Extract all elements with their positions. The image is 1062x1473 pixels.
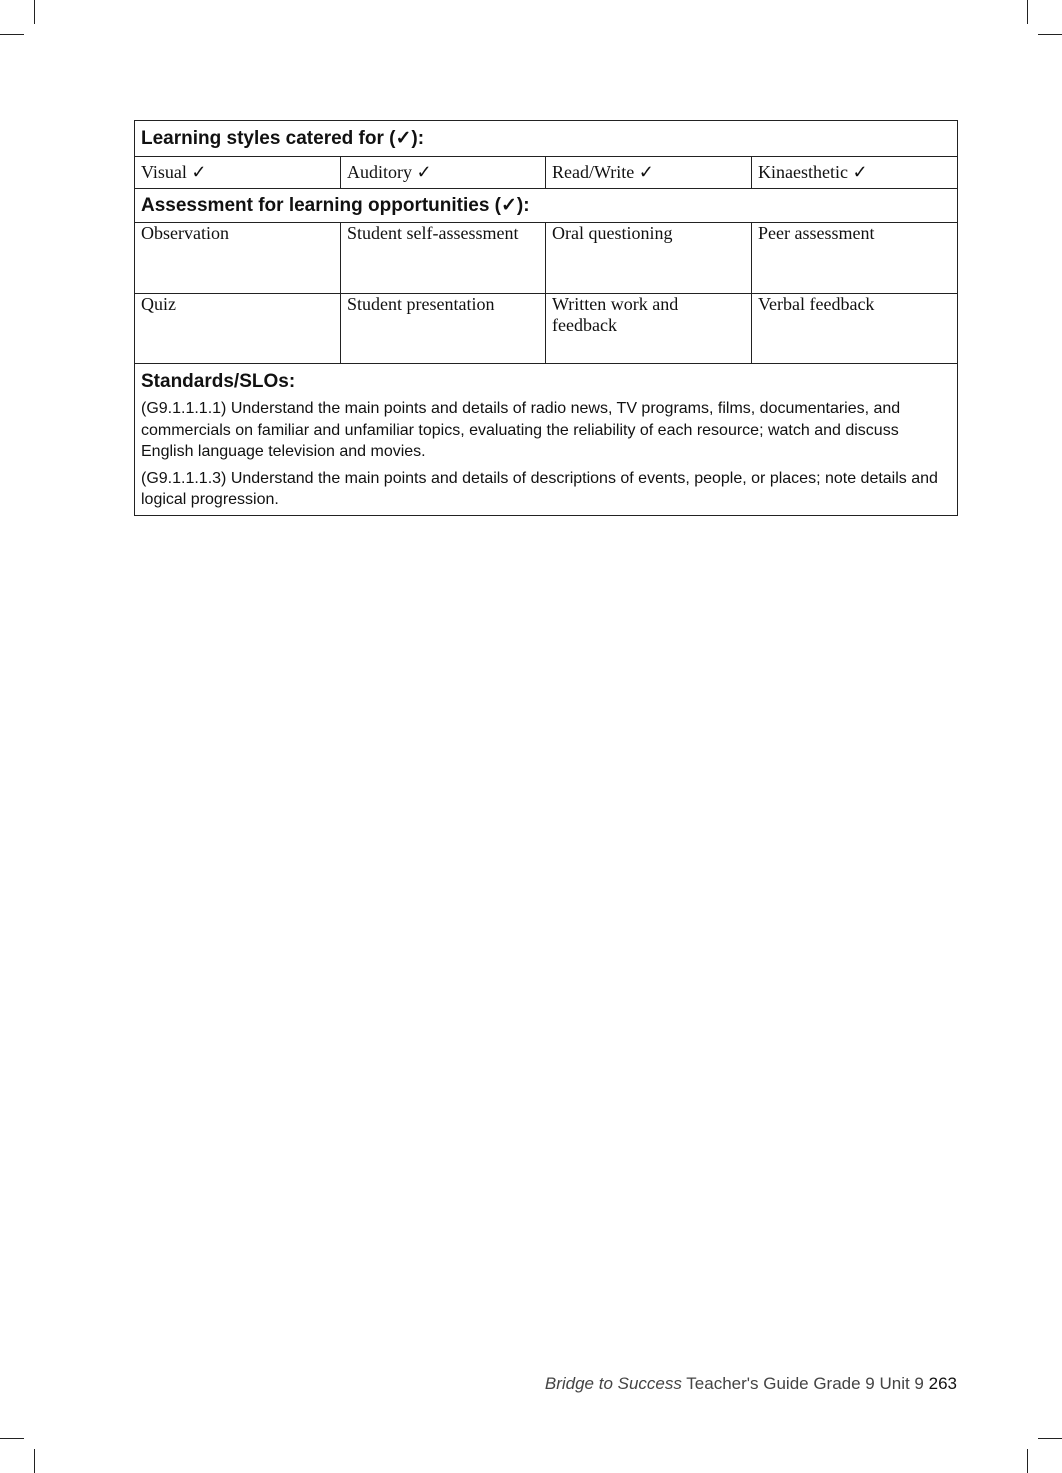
crop-mark: [1027, 0, 1028, 24]
standards-title: Standards/SLOs:: [141, 371, 296, 392]
assessment-self: Student self-assessment: [341, 223, 546, 294]
page-number: 263: [928, 1374, 957, 1393]
assessment-header: Assessment for learning opportunities (✓):: [135, 189, 958, 223]
assessment-oral: Oral questioning: [546, 223, 752, 294]
assessment-verbal: Verbal feedback: [752, 294, 958, 364]
lesson-plan-table: [134, 120, 958, 516]
standards-cell: [135, 364, 958, 516]
standard-item: (G9.1.1.1.3) Understand the main points and details of descriptions of events, people, or places; note details and logical progression.: [141, 469, 938, 508]
assessment-quiz: Quiz: [135, 294, 341, 364]
crop-mark: [0, 34, 24, 35]
standard-item: (G9.1.1.1.1) Understand the main points and details of radio news, TV programs, films, documentaries, and commercials on familiar and unfamiliar topics, evaluating the reliability of each resource; watch and discuss English language television and movies.: [141, 400, 901, 460]
assessment-observation: Observation: [135, 223, 341, 294]
crop-mark: [0, 1438, 24, 1439]
assessment-written: Written work and feedback: [546, 294, 752, 364]
crop-mark: [34, 1449, 35, 1473]
page-footer: [545, 1374, 957, 1394]
style-kinaesthetic: Kinaesthetic ✓: [752, 157, 958, 189]
style-read-write: Read/Write ✓: [546, 157, 752, 189]
style-auditory: Auditory ✓: [341, 157, 546, 189]
assessment-presentation: Student presentation: [341, 294, 546, 364]
learning-styles-header: Learning styles catered for (✓):: [135, 121, 958, 157]
assessment-peer: Peer assessment: [752, 223, 958, 294]
crop-mark: [1027, 1449, 1028, 1473]
crop-mark: [34, 0, 35, 24]
guide-text: Teacher's Guide Grade 9 Unit 9: [686, 1374, 924, 1393]
style-visual: Visual ✓: [135, 157, 341, 189]
crop-mark: [1038, 1438, 1062, 1439]
book-title: Bridge to Success: [544, 1374, 682, 1393]
crop-mark: [1038, 34, 1062, 35]
